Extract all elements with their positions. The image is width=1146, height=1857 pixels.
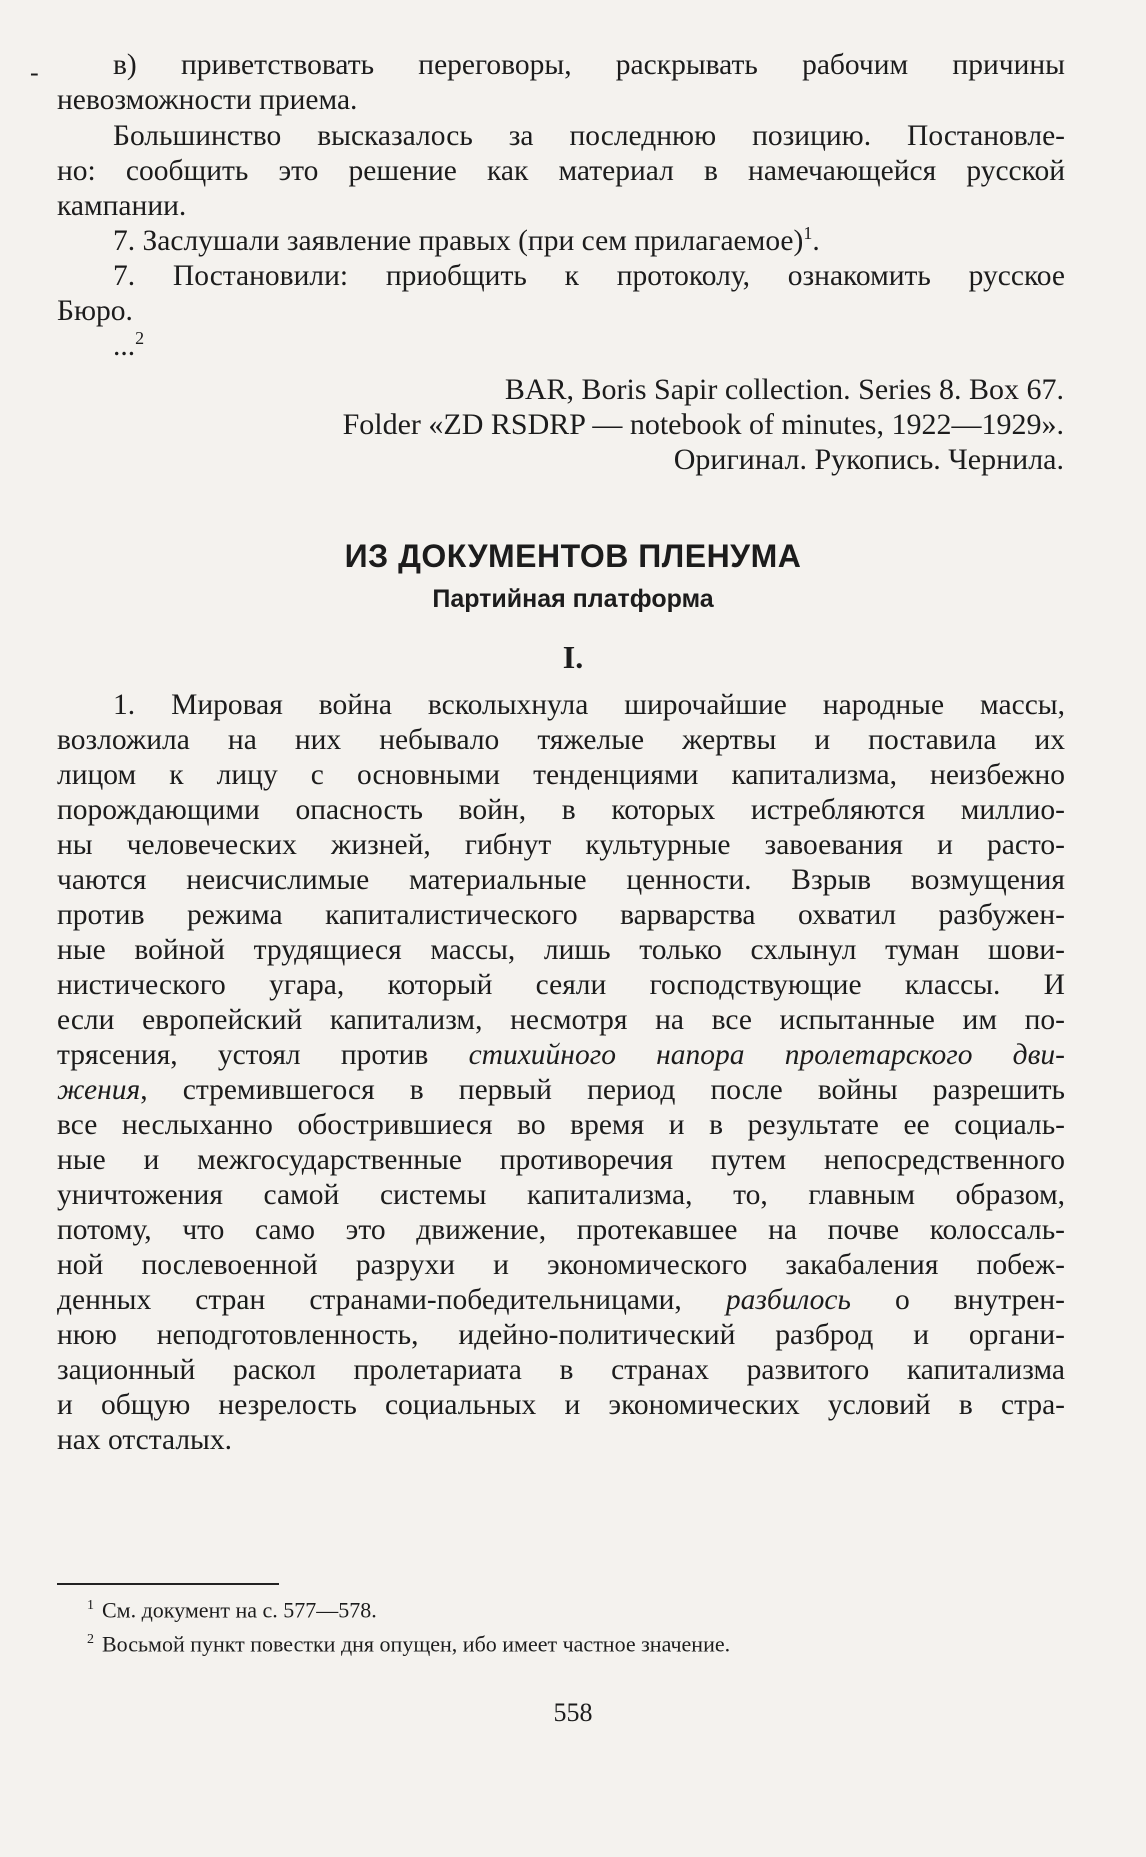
footnote-ref-2: 2 — [135, 328, 145, 349]
text-line: ные войной трудящиеся массы, лишь только схлынул туман шови- — [57, 934, 1065, 966]
footnote-number: 1 — [87, 1598, 94, 1613]
footnote-divider — [57, 1583, 279, 1585]
source-line-1: BAR, Boris Sapir collection. Series 8. Box 67. — [504, 373, 1064, 406]
text-span: , стремившегося в первый период после войны разрешить — [140, 1074, 1065, 1106]
text-line: лицом к лицу с основными тенденциями капитализма, неизбежно — [57, 759, 1065, 791]
text-line: Большинство высказалось за последнюю позицию. Постановле- — [113, 120, 1065, 152]
text-line: если европейский капитализм, несмотря на все испытанные им по- — [57, 1004, 1065, 1036]
text-line: Бюро. — [57, 295, 133, 327]
margin-mark: - — [30, 58, 39, 87]
source-line-3: Оригинал. Рукопись. Чернила. — [673, 443, 1064, 476]
ellipsis: ... — [113, 330, 136, 362]
footnote-text: Восьмой пункт повестки дня опущен, ибо имеет частное значение. — [102, 1631, 731, 1657]
text-span: денных стран странами-победительницами, — [57, 1284, 726, 1316]
text-line — [57, 1073, 1065, 1108]
text-line: все неслыханно обострившиеся во время и в результате ее социаль- — [57, 1109, 1065, 1141]
italic-phrase: стихийного напора пролетарского дви- — [468, 1039, 1065, 1071]
text-line: зационный раскол пролетариата в странах развитого капитализма — [57, 1354, 1065, 1386]
text-line: нюю неподготовленность, идейно-политический разброд и органи- — [57, 1319, 1065, 1351]
text-line: в) приветствовать переговоры, раскрывать рабочим причины — [113, 49, 1065, 81]
top-text-block — [57, 48, 1065, 364]
text-line: ны человеческих жизней, гибнут культурные завоевания и расто- — [57, 829, 1065, 861]
part-number: I. — [562, 639, 584, 675]
text-line: уничтожения самой системы капитализма, то, главным образом, — [57, 1179, 1065, 1211]
text-line: но: сообщить это решение как материал в намечающейся русской — [57, 155, 1065, 187]
text-line: 1. Мировая война всколыхнула широчайшие народные массы, — [113, 689, 1065, 721]
text-span: трясения, устоял против — [57, 1039, 469, 1071]
text-line — [57, 1283, 1065, 1318]
text-line: и общую незрелость социальных и экономических условий в стра- — [57, 1389, 1065, 1421]
page-number: 558 — [553, 1698, 593, 1727]
italic-phrase: разбилось — [725, 1284, 851, 1316]
text-line: невозможности приема. — [57, 84, 358, 116]
text-line — [57, 1038, 1065, 1073]
text-line: ной послевоенной разрухи и экономического закабаления побеж- — [57, 1249, 1065, 1281]
section-subtitle: Партийная платформа — [432, 585, 714, 613]
section-title: ИЗ ДОКУМЕНТОВ ПЛЕНУМА — [344, 538, 802, 574]
footnote-ref-1: 1 — [803, 223, 813, 244]
text-line: потому, что само это движение, протекавшее на почве колоссаль- — [57, 1214, 1065, 1246]
footnote-number: 2 — [87, 1632, 94, 1647]
text-line: порождающими опасность войн, в которых истребляются миллио- — [57, 794, 1065, 826]
footnote-text: См. документ на с. 577—578. — [102, 1597, 377, 1623]
text-line: возложила на них небывало тяжелые жертвы и поставила их — [57, 724, 1065, 756]
text-line: 7. Заслушали заявление правых (при сем прилагаемое)$^1$. — [113, 223, 820, 257]
main-text-block — [57, 688, 1065, 1458]
footnote-2 — [57, 1625, 730, 1659]
text-line: ные и межгосударственные противоречия путем непосредственного — [57, 1144, 1065, 1176]
text-line: чаются неисчислимые материальные ценности. Взрыв возмущения — [57, 864, 1065, 896]
text-line: кампании. — [57, 190, 187, 222]
text-line — [57, 329, 1065, 364]
text-line: нистического угара, который сеяли господствующие классы. И — [57, 969, 1065, 1001]
source-line-2: Folder «ZD RSDRP — notebook of minutes, 1922—1929». — [342, 408, 1064, 441]
text-line: нах отсталых. — [57, 1424, 232, 1456]
text-line: 7. Постановили: приобщить к протоколу, ознакомить русское — [113, 260, 1065, 292]
italic-phrase: жения — [57, 1074, 141, 1106]
text-span: о внутрен- — [850, 1284, 1065, 1316]
text-line: против режима капиталистического варварства охватил разбужен- — [57, 899, 1065, 931]
footnote-1 — [57, 1591, 377, 1625]
agenda-7-heard: 7. Заслушали заявление правых (при сем прилагаемое) — [113, 225, 804, 257]
